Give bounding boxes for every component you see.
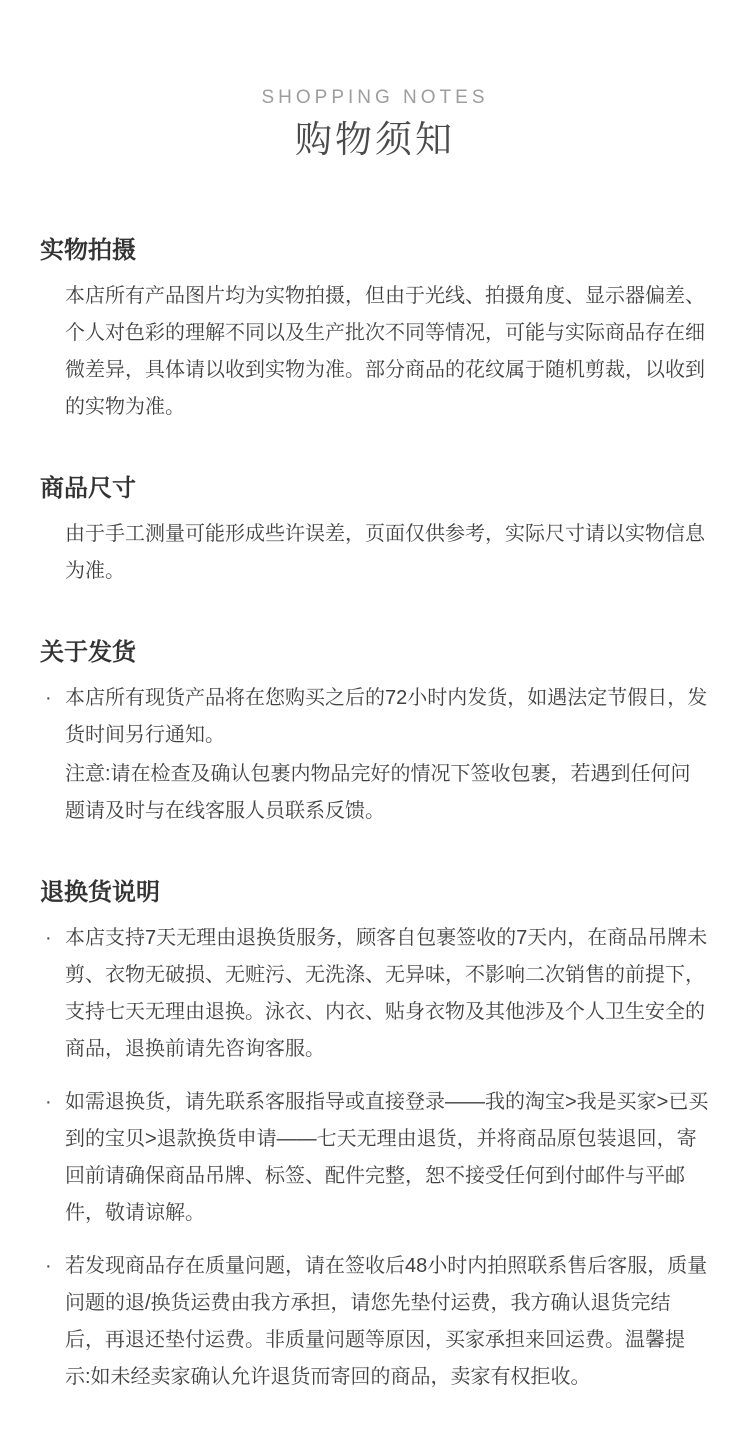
bullet-item [40,1248,710,1396]
section-heading-returns: 退换货说明 [40,879,160,906]
bullet-text: 如需退换货，请先联系客服指导或直接登录——我的淘宝>我是买家>已买到的宝贝>退款换货申请——七天无理由退货，并将商品原包装退回，寄回前请确保商品吊牌、标签、配件完整，恕不接受任何到付邮件与平邮件，敬请谅解。 [65,1091,709,1224]
page-header [40,86,710,162]
paragraph-text: 由于手工测量可能形成些许误差，页面仅供参考，实际尺寸请以实物信息为准。 [65,523,705,582]
bullet-text: 本店所有现货产品将在您购买之后的72小时内发货，如遇法定节假日，发货时间另行通知。 [65,687,708,746]
section-body [40,920,710,1396]
bullet-item [40,920,710,1068]
note-paragraph [40,756,710,830]
section-body [40,278,710,426]
paragraph-text: 注意:请在检查及确认包裹内物品完好的情况下签收包裹，若遇到任何问题请及时与在线客服人员联系反馈。 [65,763,691,822]
section-heading-shipping: 关于发货 [40,639,136,666]
section-heading-size: 商品尺寸 [40,475,136,502]
section-size [40,474,710,590]
section-body [40,680,710,830]
bullet-dot: · [45,687,52,709]
bullet-text: 本店支持7天无理由退换货服务，顾客自包裹签收的7天内，在商品吊牌未剪、衣物无破损、无赃污、无洗涤、无异味，不影响二次销售的前提下，支持七天无理由退换。泳衣、内衣、贴身衣物及其他涉及个人卫生安全的商品，退换前请先咨询客服。 [65,927,708,1060]
section-shipping [40,638,710,830]
bullet-dot: · [45,1091,52,1113]
paragraph [40,516,710,590]
bullet-item [40,1084,710,1232]
bullet-text: 若发现商品存在质量问题，请在签收后48小时内拍照联系售后客服，质量问题的退/换货运费由我方承担，请您先垫付运费，我方确认退货完结后，再退还垫付运费。非质量问题等原因，买家承担来回运费。温馨提示:如未经卖家确认允许退货而寄回的商品，卖家有权拒收。 [65,1255,708,1388]
section-body [40,516,710,590]
paragraph-text: 本店所有产品图片均为实物拍摄，但由于光线、拍摄角度、显示器偏差、个人对色彩的理解不同以及生产批次不同等情况，可能与实际商品存在细微差异，具体请以收到实物为准。部分商品的花纹属于随机剪裁，以收到的实物为准。 [65,285,705,418]
bullet-item [40,680,710,754]
bullet-dot: · [45,1255,52,1277]
bullet-dot: · [45,927,52,949]
section-returns [40,878,710,1396]
paragraph [40,278,710,426]
header-eyebrow: SHOPPING NOTES [261,87,489,108]
section-heading-photography: 实物拍摄 [40,237,136,264]
page-title: 购物须知 [295,119,455,160]
section-photography [40,236,710,426]
